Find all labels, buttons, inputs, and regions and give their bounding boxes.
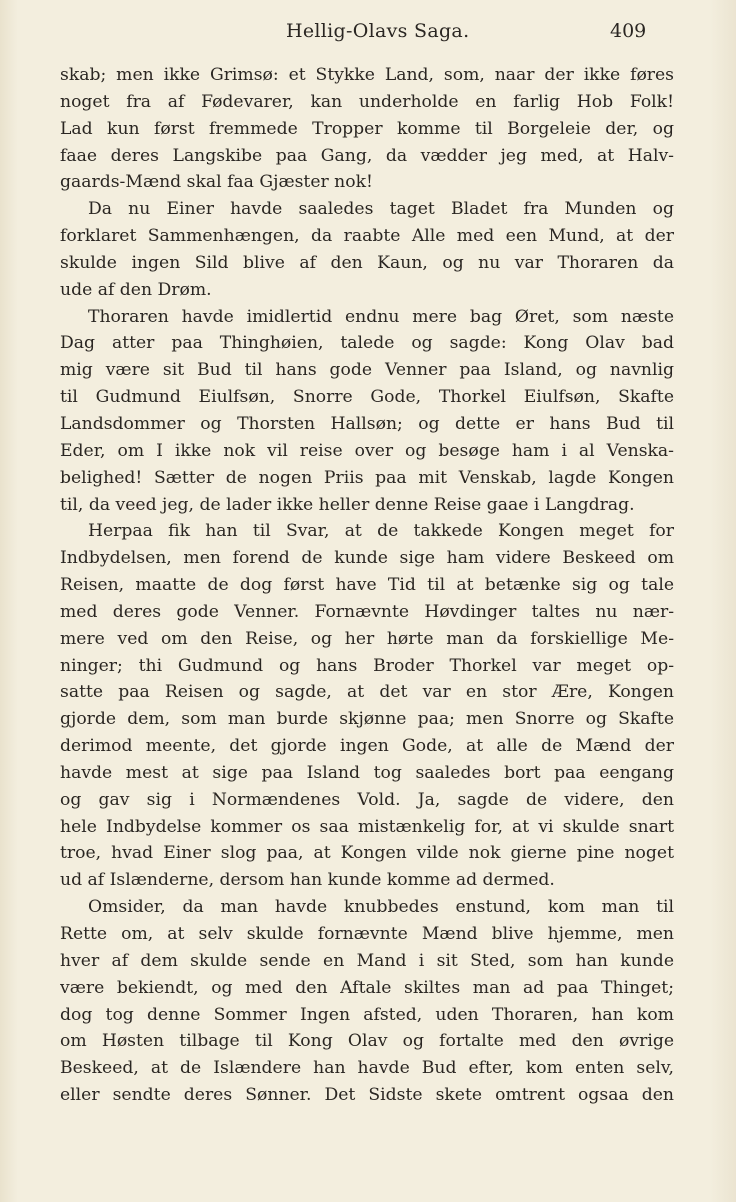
text-line: til, da veed jeg, de lader ikke heller denne Reise gaae i Langdrag. — [60, 494, 635, 515]
text-line: mere ved om den Reise, og her hørte man da forskiellige Me- — [60, 628, 674, 649]
text-line: om Høsten tilbage til Kong Olav og fortalte med den øvrige — [60, 1031, 674, 1052]
text-line: eller sendte deres Sønner. Det Sidste skete omtrent ogsaa den — [60, 1085, 674, 1106]
text-line: noget fra af Fødevarer, kan underholde en farlig Hob Folk! — [60, 91, 674, 112]
paragraph-5 — [60, 894, 674, 1109]
paragraph-3 — [60, 304, 674, 519]
text-line: gaards-Mænd skal faa Gjæster nok! — [60, 172, 373, 193]
text-line: og gav sig i Normændenes Vold. Ja, sagde de videre, den — [60, 789, 674, 810]
text-line: Indbydelsen, men forend de kunde sige ham videre Beskeed om — [60, 548, 674, 569]
text-line: ude af den Drøm. — [60, 279, 212, 300]
text-line: havde mest at sige paa Island tog saaledes bort paa eengang — [60, 762, 674, 783]
text-line: derimod meente, det gjorde ingen Gode, at alle de Mænd der — [60, 736, 674, 757]
text-line: Thoraren havde imidlertid endnu mere bag Øret, som næste — [88, 306, 674, 327]
text-line: Landsdommer og Thorsten Hallsøn; og dette er hans Bud til — [60, 413, 674, 434]
text-line: skab; men ikke Grimsø: et Stykke Land, som, naar der ikke føres — [60, 65, 674, 85]
running-title: Hellig-Olavs Saga. — [286, 20, 470, 42]
text-line: troe, hvad Einer slog paa, at Kongen vilde nok gierne pine noget — [60, 843, 674, 864]
running-head — [0, 18, 736, 48]
text-line: med deres gode Venner. Fornævnte Høvdinger taltes nu nær- — [60, 601, 674, 622]
text-line: dog tog denne Sommer Ingen afsted, uden Thoraren, han kom — [60, 1004, 674, 1025]
text-line: Eder, om I ikke nok vil reise over og besøge ham i al Venska- — [60, 440, 674, 461]
text-line: Beskeed, at de Islændere han havde Bud efter, kom enten selv, — [60, 1058, 674, 1079]
text-line: forklaret Sammenhængen, da raabte Alle med een Mund, at der — [60, 226, 674, 247]
paragraph-1 — [60, 62, 674, 196]
text-line: satte paa Reisen og sagde, at det var en stor Ære, Kongen — [60, 682, 674, 703]
page-number: 409 — [610, 20, 647, 42]
text-line: ninger; thi Gudmund og hans Broder Thorkel var meget op- — [60, 655, 674, 676]
text-line: Omsider, da man havde knubbedes enstund, kom man til — [88, 897, 674, 918]
text-line: mig være sit Bud til hans gode Venner paa Island, og navnlig — [60, 360, 674, 381]
text-line: Herpaa fik han til Svar, at de takkede Kongen meget for — [88, 521, 674, 542]
text-line: Dag atter paa Thinghøien, talede og sagde: Kong Olav bad — [60, 333, 674, 354]
paragraph-4 — [60, 518, 674, 894]
text-line: ud af Islænderne, dersom han kunde komme ad dermed. — [60, 870, 555, 891]
text-line: Lad kun først fremmede Tropper komme til Borgeleie der, og — [60, 118, 674, 139]
body-text — [60, 62, 674, 1109]
text-line: Rette om, at selv skulde fornævnte Mænd blive hjemme, men — [60, 924, 674, 944]
text-line: hele Indbydelse kommer os saa mistænkelig for, at vi skulde snart — [60, 816, 674, 837]
text-line: belighed! Sætter de nogen Priis paa mit Venskab, lagde Kongen — [60, 467, 674, 488]
text-line: Reisen, maatte de dog først have Tid til at betænke sig og tale — [60, 575, 674, 596]
text-line: faae deres Langskibe paa Gang, da vædder jeg med, at Halv- — [60, 145, 674, 166]
paragraph-2 — [60, 196, 674, 303]
text-line: gjorde dem, som man burde skjønne paa; men Snorre og Skafte — [60, 709, 674, 730]
text-line: Da nu Einer havde saaledes taget Bladet fra Munden og — [88, 199, 674, 220]
text-line: være bekiendt, og med den Aftale skiltes man ad paa Thinget; — [60, 977, 674, 998]
text-line: til Gudmund Eiulfsøn, Snorre Gode, Thorkel Eiulfsøn, Skafte — [60, 387, 674, 408]
text-line: skulde ingen Sild blive af den Kaun, og nu var Thoraren da — [60, 252, 674, 273]
text-line: hver af dem skulde sende en Mand i sit Sted, som han kunde — [60, 950, 674, 971]
